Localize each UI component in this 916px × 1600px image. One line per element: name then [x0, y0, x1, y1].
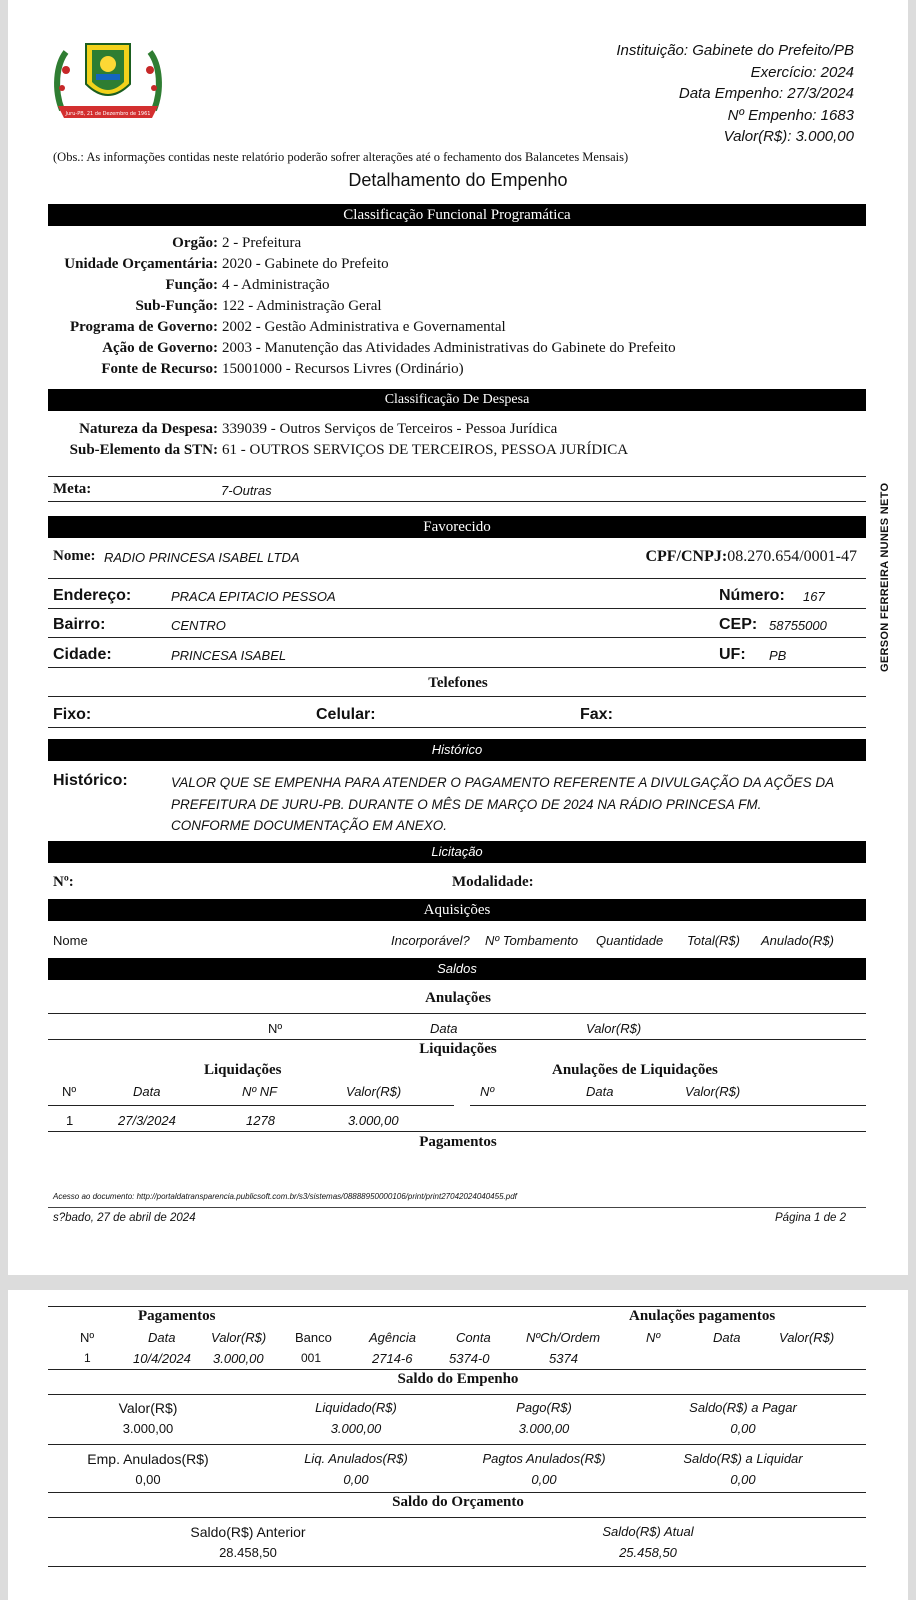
divider [48, 1207, 866, 1208]
uf-label: UF: [719, 646, 746, 663]
divider [48, 501, 866, 502]
pag-row-data: 10/4/2024 [133, 1351, 191, 1366]
field-value: 2020 - Gabinete do Prefeito [222, 256, 389, 272]
liq-col-numero: Nº [62, 1084, 77, 1099]
field-value: 4 - Administração [222, 277, 330, 293]
field-label: Unidade Orçamentária: [64, 256, 218, 272]
pag-col-cheque-ordem: NºCh/Ordem [526, 1330, 601, 1345]
se-emp-anulados-label: Emp. Anulados(R$) [87, 1451, 209, 1467]
se-saldo-pagar-label: Saldo(R$) a Pagar [689, 1400, 797, 1415]
field-value: 2002 - Gestão Administrativa e Governamental [222, 319, 506, 335]
numero-value: 167 [803, 589, 825, 604]
anul-liq-col-numero: Nº [480, 1084, 495, 1099]
field-label: Fonte de Recurso: [101, 361, 218, 377]
cep-value: 58755000 [769, 618, 827, 633]
anulacoes-pagamentos-title: Anulações pagamentos [629, 1308, 776, 1324]
field-value: 2 - Prefeitura [222, 235, 302, 251]
se-saldo-pagar-value: 0,00 [730, 1421, 756, 1436]
anul-pag-col-numero: Nº [646, 1330, 661, 1345]
divider [48, 1394, 866, 1395]
liq-col-valor: Valor(R$) [346, 1084, 402, 1099]
liq-row-data: 27/3/2024 [118, 1113, 176, 1128]
divider [48, 1517, 866, 1518]
uf-value: PB [769, 648, 787, 663]
liq-row-numero: 1 [66, 1113, 74, 1128]
pag-row-conta: 5374-0 [449, 1351, 490, 1366]
anulacoes-col-data: Data [430, 1021, 458, 1036]
side-signature-text: GERSON FERREIRA NUNES NETO [879, 482, 891, 672]
endereco-value: PRACA EPITACIO PESSOA [171, 589, 336, 604]
field-label: Sub-Função: [135, 298, 218, 314]
pag-row-valor: 3.000,00 [213, 1351, 264, 1366]
cep-label: CEP: [719, 616, 758, 633]
valor-text: Valor(R$): 3.000,00 [723, 128, 854, 145]
pag-col-conta: Conta [456, 1330, 491, 1345]
field-value: 15001000 - Recursos Livres (Ordinário) [222, 361, 464, 377]
divider [48, 1131, 866, 1132]
anulacoes-heading: Anulações [425, 990, 491, 1006]
se-liq-anulados-value: 0,00 [343, 1472, 369, 1487]
cpf-label: CPF/CNPJ: [645, 548, 728, 565]
sub-elemento-label: Sub-Elemento da STN: [69, 442, 218, 458]
se-saldo-liquidar-value: 0,00 [730, 1472, 756, 1487]
saldo-empenho-heading: Saldo do Empenho [397, 1371, 519, 1387]
aquisicoes-nome-header: Nome [53, 933, 88, 948]
fax-label: Fax: [580, 706, 613, 723]
se-pagtos-anulados-value: 0,00 [531, 1472, 557, 1487]
meta-label: Meta: [53, 481, 92, 497]
field-label: Programa de Governo: [69, 319, 218, 335]
numero-label: Número: [719, 587, 785, 604]
fixo-label: Fixo: [53, 706, 92, 723]
modalidade-label: Modalidade: [452, 874, 534, 890]
pag-row-cheque-ordem: 5374 [549, 1351, 578, 1366]
se-saldo-liquidar-label: Saldo(R$) a Liquidar [683, 1451, 803, 1466]
divider [48, 608, 866, 609]
municipal-coat-of-arms-icon [52, 40, 164, 124]
divider [48, 696, 866, 697]
svg-text:Juru-PB, 21 de Dezembro de 196: Juru-PB, 21 de Dezembro de 1961 [65, 111, 151, 117]
se-pago-label: Pago(R$) [516, 1400, 572, 1415]
cidade-value: PRINCESA ISABEL [171, 648, 287, 663]
pag-col-valor: Valor(R$) [211, 1330, 267, 1345]
anulacoes-col-valor: Valor(R$) [586, 1021, 642, 1036]
celular-label: Celular: [316, 706, 376, 723]
anulacoes-col-numero: Nº [268, 1021, 283, 1036]
se-valor-label: Valor(R$) [118, 1400, 178, 1416]
telefones-heading: Telefones [428, 675, 488, 691]
se-emp-anulados-value: 0,00 [135, 1472, 161, 1487]
section-bar-historico: Histórico [48, 739, 866, 761]
pag-col-numero: Nº [80, 1330, 95, 1345]
historico-line: CONFORME DOCUMENTAÇÃO EM ANEXO. [171, 818, 448, 833]
so-atual-label: Saldo(R$) Atual [602, 1524, 694, 1539]
report-page-1 [8, 0, 908, 1275]
liq-row-nf: 1278 [246, 1113, 275, 1128]
exercicio-text: Exercício: 2024 [750, 63, 854, 81]
se-liquidado-value: 3.000,00 [330, 1421, 382, 1436]
se-liq-anulados-label: Liq. Anulados(R$) [304, 1451, 408, 1466]
document-access-url: Acesso ao documento: http://portaldatransparencia.publicsoft.com.br/s3/sistemas/08888950000106/print/print27042024040455.pdf [53, 1192, 517, 1201]
aquisicoes-col-quantidade: Quantidade [596, 933, 664, 948]
page-number: Página 1 de 2 [775, 1212, 846, 1224]
anulacoes-liquidacoes-subheading: Anulações de Liquidações [552, 1062, 718, 1078]
bairro-value: CENTRO [171, 618, 226, 633]
divider [48, 1039, 866, 1040]
saldo-orcamento-heading: Saldo do Orçamento [392, 1494, 524, 1510]
field-label: Ação de Governo: [102, 340, 218, 356]
anul-pag-col-data: Data [713, 1330, 741, 1345]
historico-line: VALOR QUE SE EMPENHA PARA ATENDER O PAGAMENTO REFERENTE A DIVULGAÇÃO DA AÇÕES DA [171, 775, 835, 790]
se-valor-value: 3.000,00 [122, 1421, 174, 1436]
page-title: Detalhamento do Empenho [348, 170, 568, 190]
nome-label: Nome: [53, 548, 96, 564]
cpf-value: 08.270.654/0001-47 [727, 548, 857, 565]
nome-value: RADIO PRINCESA ISABEL LTDA [104, 550, 300, 565]
historico-label: Histórico: [53, 772, 128, 789]
liquidacoes-heading: Liquidações [419, 1041, 497, 1057]
natureza-value: 339039 - Outros Serviços de Terceiros - Pessoa Jurídica [222, 421, 558, 437]
aquisicoes-col-total: Total(R$) [687, 933, 740, 948]
anul-pag-col-valor: Valor(R$) [779, 1330, 835, 1345]
divider [48, 1105, 454, 1106]
pag-col-banco: Banco [295, 1330, 332, 1345]
field-value: 122 - Administração Geral [222, 298, 382, 314]
aquisicoes-col-tombamento: Nº Tombamento [485, 933, 579, 948]
liq-col-nf: Nº NF [242, 1084, 278, 1099]
divider [48, 1306, 866, 1307]
pag-row-numero: 1 [84, 1351, 91, 1365]
se-pago-value: 3.000,00 [518, 1421, 570, 1436]
anul-liq-col-data: Data [586, 1084, 614, 1099]
header-info [616, 40, 854, 148]
so-anterior-value: 28.458,50 [219, 1545, 277, 1560]
divider [470, 1105, 866, 1106]
divider [48, 1444, 866, 1445]
footer-date: s?bado, 27 de abril de 2024 [53, 1212, 196, 1224]
anul-liq-col-valor: Valor(R$) [685, 1084, 741, 1099]
endereco-label: Endereço: [53, 587, 132, 604]
classificacao-funcional-list [8, 233, 676, 380]
pag-row-agencia: 2714-6 [372, 1351, 413, 1366]
numero-empenho-text: Nº Empenho: 1683 [727, 106, 854, 124]
cidade-label: Cidade: [53, 646, 112, 663]
natureza-label: Natureza da Despesa: [79, 421, 218, 437]
section-bar-classificacao-despesa: Classificação De Despesa [48, 389, 866, 411]
bairro-label: Bairro: [53, 616, 106, 633]
pagamentos-title: Pagamentos [138, 1308, 216, 1324]
divider [48, 667, 866, 668]
so-anterior-label: Saldo(R$) Anterior [190, 1524, 306, 1540]
pagamentos-heading: Pagamentos [419, 1134, 497, 1150]
divider [48, 727, 866, 728]
liq-row-valor: 3.000,00 [348, 1113, 399, 1128]
licitacao-numero-label: Nº: [53, 874, 74, 890]
liquidacoes-subheading: Liquidações [204, 1062, 282, 1078]
pag-row-banco: 001 [301, 1351, 322, 1365]
pag-col-agencia: Agência [369, 1330, 416, 1345]
divider [48, 476, 866, 477]
section-bar-aquisicoes: Aquisições [48, 899, 866, 921]
liq-col-data: Data [133, 1084, 161, 1099]
divider [48, 637, 866, 638]
historico-text [171, 772, 834, 837]
field-value: 2003 - Manutenção das Atividades Administrativas do Gabinete do Prefeito [222, 340, 676, 356]
so-atual-value: 25.458,50 [619, 1545, 677, 1560]
field-label: Orgão: [172, 235, 218, 251]
obs-note: (Obs.: As informações contidas neste relatório poderão sofrer alterações até o fechamento dos Balancetes Mensais) [53, 150, 629, 164]
field-label: Função: [165, 277, 218, 293]
pag-col-data: Data [148, 1330, 176, 1345]
divider [48, 1369, 866, 1370]
sub-elemento-value: 61 - OUTROS SERVIÇOS DE TERCEIROS, PESSOA JURÍDICA [222, 442, 629, 458]
divider [48, 578, 866, 579]
se-liquidado-label: Liquidado(R$) [315, 1400, 397, 1415]
section-bar-classificacao-funcional: Classificação Funcional Programática [48, 204, 866, 226]
meta-value: 7-Outras [221, 483, 272, 498]
aquisicoes-col-anulado: Anulado(R$) [761, 933, 834, 948]
classificacao-despesa-list [8, 419, 628, 461]
data-empenho-text: Data Empenho: 27/3/2024 [678, 85, 854, 102]
divider [48, 1492, 866, 1493]
divider [48, 1013, 866, 1014]
cpf-cnpj [645, 548, 857, 566]
report-page-2 [8, 1290, 908, 1600]
divider [48, 1566, 866, 1567]
section-bar-favorecido: Favorecido [48, 516, 866, 538]
section-bar-saldos: Saldos [48, 958, 866, 980]
instituicao-text: Instituição: Gabinete do Prefeito/PB [616, 42, 854, 59]
historico-line: PREFEITURA DE JURU-PB. DURANTE O MÊS DE MARÇO DE 2024 NA RÁDIO PRINCESA FM. [171, 796, 762, 812]
aquisicoes-col-incorporavel: Incorporável? [391, 933, 470, 948]
se-pagtos-anulados-label: Pagtos Anulados(R$) [482, 1451, 606, 1466]
section-bar-licitacao: Licitação [48, 841, 866, 863]
